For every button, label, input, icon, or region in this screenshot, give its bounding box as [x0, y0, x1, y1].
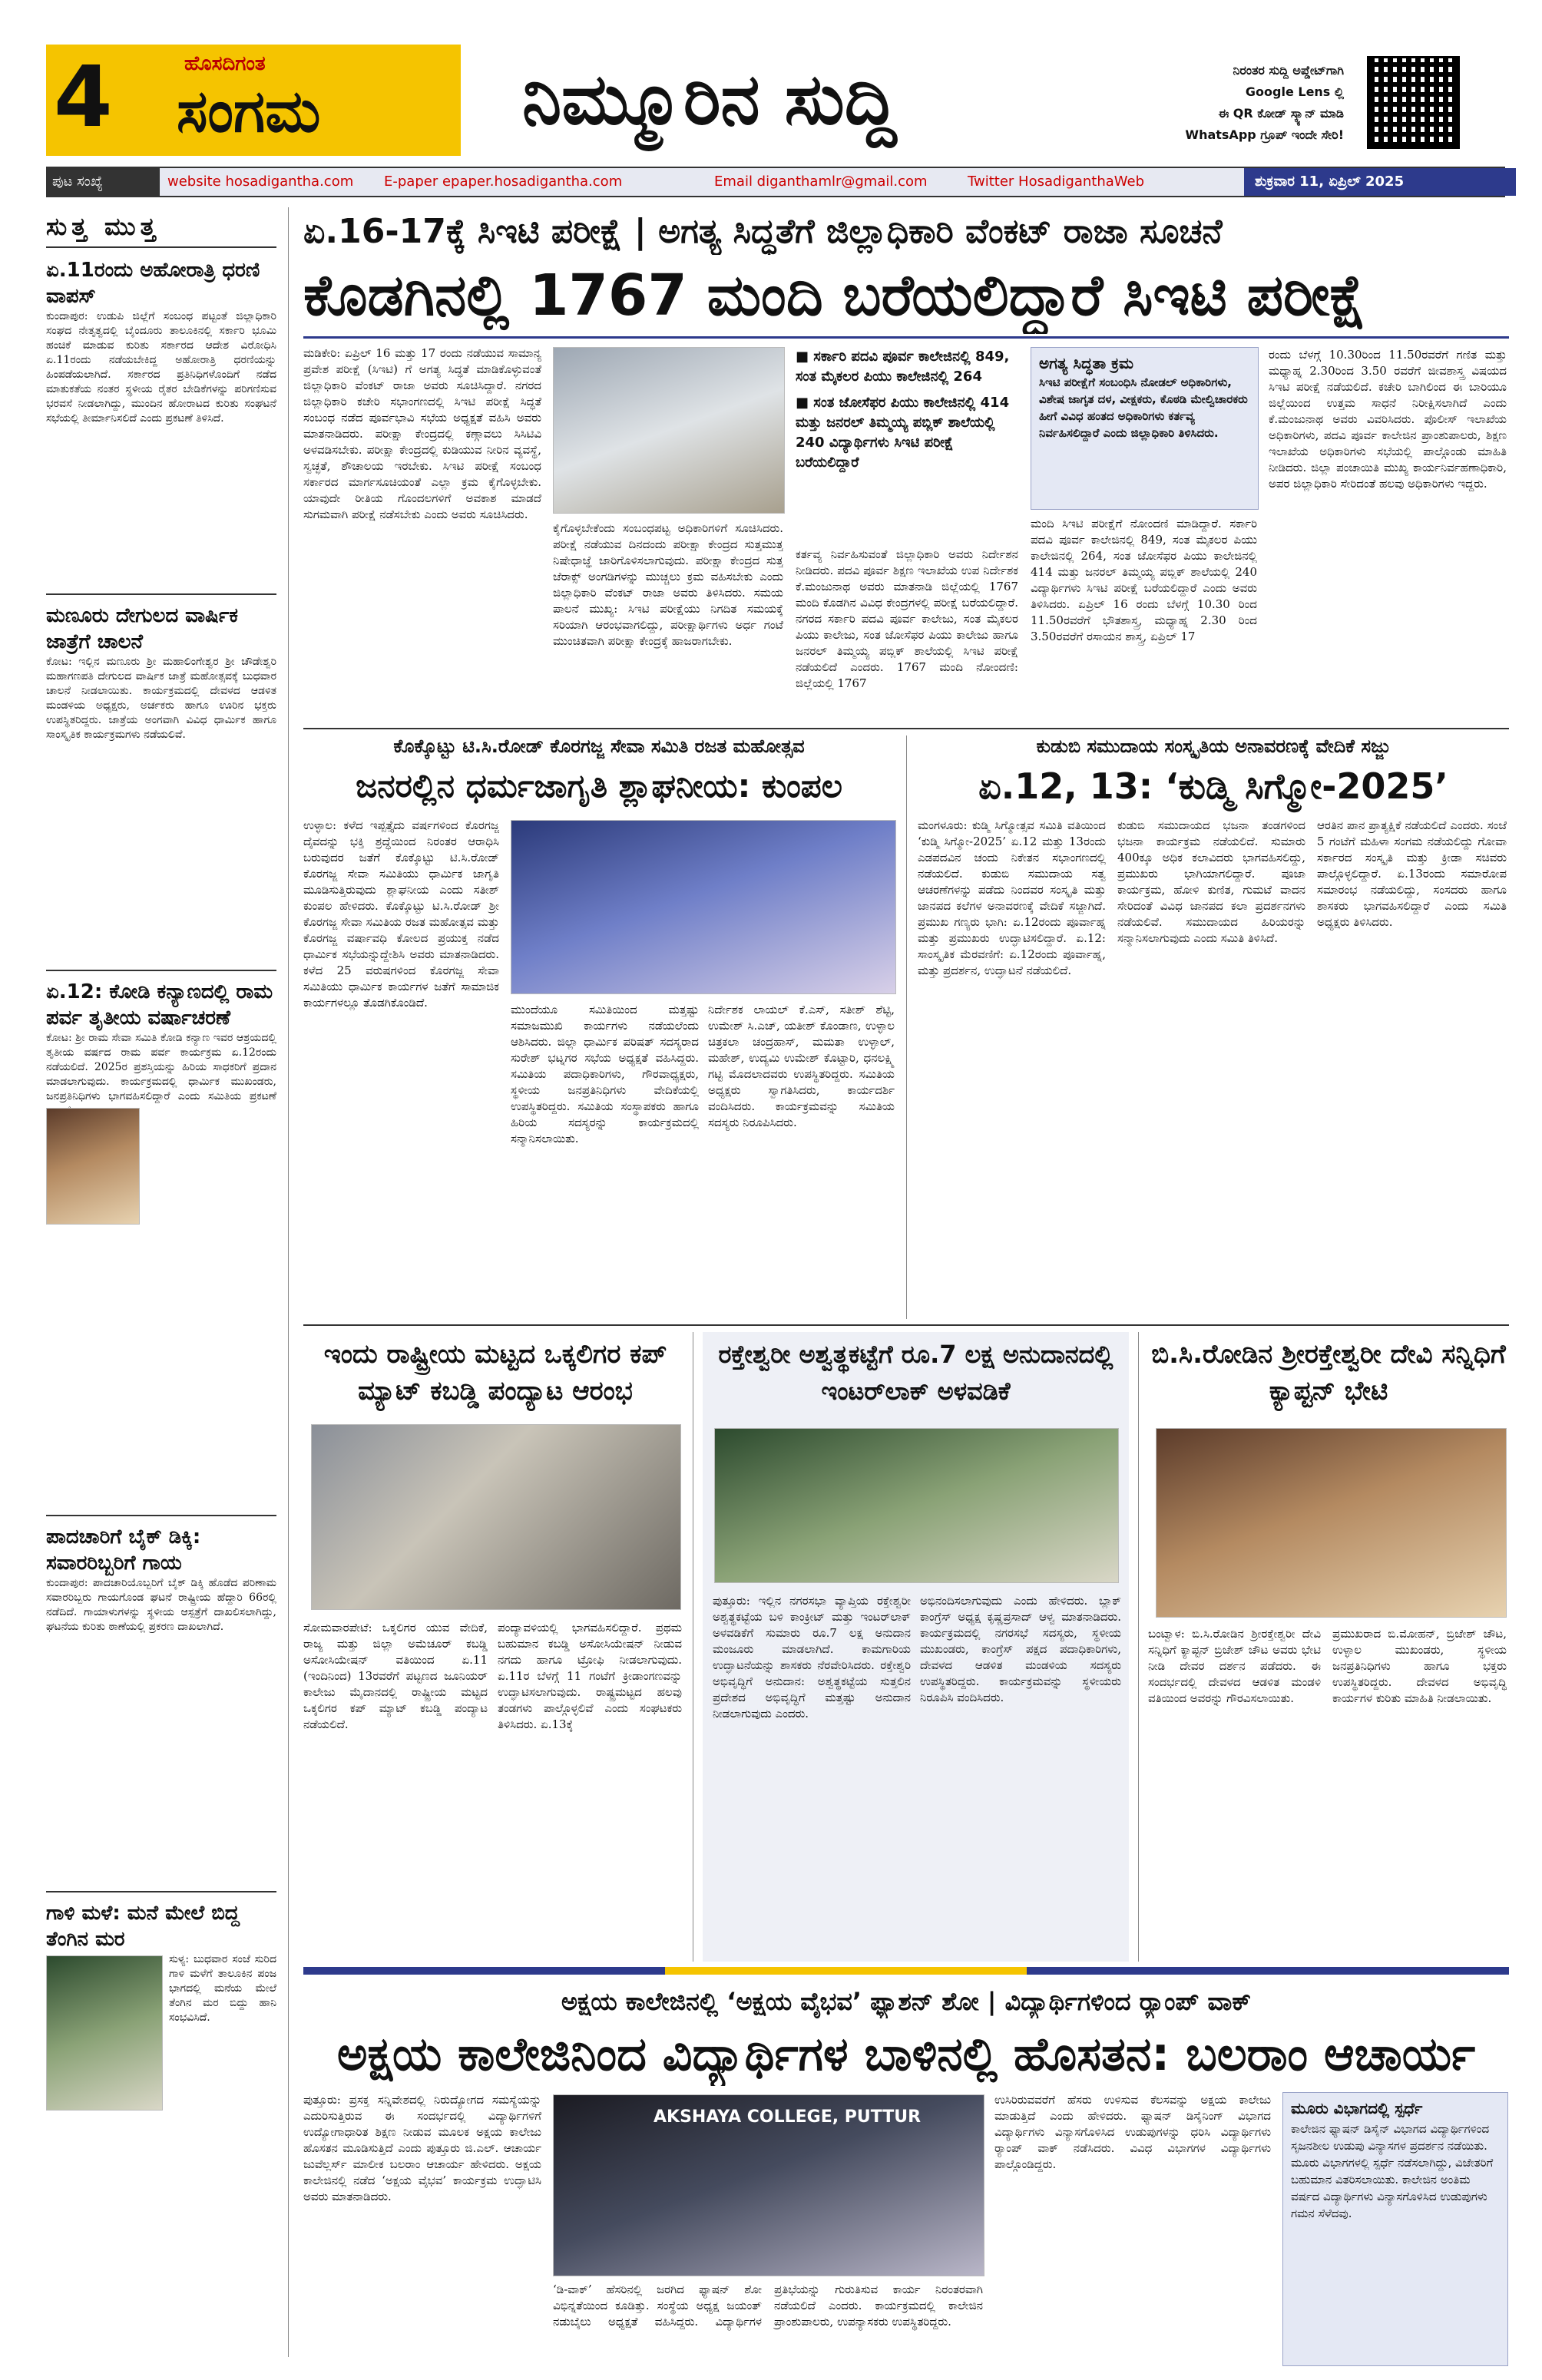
story3-column: ಕುಡುಬಿ ಸಮುದಾಯದ ಭಜನಾ ತಂಡಗಳಿಂದ ಭಜನಾ ಕಾರ್ಯಕ್ರಮ ನಡೆಯಲಿದೆ. ಸುಮಾರು 400ಕ್ಕೂ ಅಧಿಕ ಕಲಾವಿದರು ಭಾಗವಹಿಸಲಿದ್ದು, ಪ್ರಮುಖರು ಭಾಗಿಯಾಗಲಿದ್ದಾರೆ. ಪೂಜಾ ಕಾರ್ಯಕ್ರಮ, ಹೋಳಿ ಕುಣಿತ, ಗುಮಟೆ ವಾದನ ಸೇರಿದಂತೆ ವಿವಿಧ ಜಾನಪದ ಕಲಾ ಪ್ರದರ್ಶನಗಳು ನಡೆಯಲಿವೆ. ಸಮುದಾಯದ ಹಿರಿಯರನ್ನು ಸನ್ಮಾನಿಸಲಾಗುವುದು ಎಂದು ಸಮಿತಿ ತಿಳಿಸಿದೆ.: [1117, 818, 1305, 945]
story4-column: ಸೋಮವಾರಪೇಟೆ: ಒಕ್ಕಲಿಗರ ಯುವ ವೇದಿಕೆ, ರಾಜ್ಯ ಮತ್ತು ಜಿಲ್ಲಾ ಅಮೆಚೂರ್ ಕಬಡ್ಡಿ ಅಸೋಸಿಯೇಷನ್ ವತಿಯಿಂದ ಏ.11 (ಇಂದಿನಿಂದ) 13ರವರೆಗೆ ಪಟ್ಟಣದ ಜೂನಿಯರ್ ಕಾಲೇಜು ಮೈದಾನದಲ್ಲಿ ರಾಷ್ಟ್ರೀಯ ಮಟ್ಟದ ಒಕ್ಕಲಿಗರ ಕಪ್ ಮ್ಯಾಟ್ ಕಬಡ್ಡಿ ಪಂದ್ಯಾಟ ನಡೆಯಲಿದೆ.: [303, 1621, 488, 1731]
masthead-title: ನಿಮ್ಮೂರಿನ ಸುದ್ದಿ: [522, 58, 897, 140]
lead-box-title: ಅಗತ್ಯ ಸಿದ್ಧತಾ ಕ್ರಮ: [1039, 354, 1133, 372]
sidebar-divider: [288, 207, 289, 2357]
story2-column: ಮುಂದೆಯೂ ಸಮಿತಿಯಿಂದ ಮತ್ತಷ್ಟು ಸಮಾಜಮುಖಿ ಕಾರ್ಯಗಳು ನಡೆಯಲೆಂದು ಆಶಿಸಿದರು. ಜಿಲ್ಲಾ ಧಾರ್ಮಿಕ ಪರಿಷತ್ ಸದಸ್ಯರಾದ ಸುರೇಶ್ ಭಟ್ನಗರ ಸಭೆಯ ಅಧ್ಯಕ್ಷತೆ ವಹಿಸಿದ್ದರು. ಸಮಿತಿಯ ಪದಾಧಿಕಾರಿಗಳು, ಗೌರವಾಧ್ಯಕ್ಷರು, ಸ್ಥಳೀಯ ಜನಪ್ರತಿನಿಧಿಗಳು ವೇದಿಕೆಯಲ್ಲಿ ಉಪಸ್ಥಿತರಿದ್ದರು. ಸಮಿತಿಯ ಸಂಸ್ಥಾಪಕರು ಹಾಗೂ ಹಿರಿಯ ಸದಸ್ಯರನ್ನು ಕಾರ್ಯಕ್ರಮದಲ್ಲಿ ಸನ್ಮಾನಿಸಲಾಯಿತು.: [511, 1003, 699, 1145]
sidebar-portrait: [46, 1108, 140, 1225]
story2-column: ನಿರ್ದೇಶಕ ಲಾಯಲ್ ಕೆ.ಎಸ್, ಸತೀಶ್ ಶೆಟ್ಟಿ, ಉಮೇಶ್ ಸಿ.ಎಚ್, ಯತೀಶ್ ಕೊಂಡಾಣ, ಉಳ್ಳಾಲ ಚಿತ್ರಕಲಾ ಚಂದ್ರಹಾಸ್, ಮಮತಾ ಉಳ್ಳಾಲ್, ಮಹೇಶ್, ಉದ್ಯಮಿ ಉಮೇಶ್ ಕೊಟ್ಟಾರಿ, ಧನಲಕ್ಷ್ಮಿ ಗಟ್ಟಿ ಮೊದಲಾದವರು ಉಪಸ್ಥಿತರಿದ್ದರು. ಸಮಿತಿಯ ಅಧ್ಯಕ್ಷರು ಸ್ವಾಗತಿಸಿದರು, ಕಾರ್ಯದರ್ಶಿ ವಂದಿಸಿದರು. ಕಾರ್ಯಕ್ರಮವನ್ನು ಸಮಿತಿಯ ಸದಸ್ಯರು ನಿರೂಪಿಸಿದರು.: [708, 1003, 895, 1129]
lead-column: ಮಡಿಕೇರಿ: ಏಪ್ರಿಲ್ 16 ಮತ್ತು 17 ರಂದು ನಡೆಯುವ ಸಾಮಾನ್ಯ ಪ್ರವೇಶ ಪರೀಕ್ಷೆ (ಸಿಇಟಿ) ಗೆ ಅಗತ್ಯ ಸಿದ್ಧತೆ ಮಾಡಿಕೊಳ್ಳುವಂತೆ ಜಿಲ್ಲಾಧಿಕಾರಿ ವೆಂಕಟ್ ರಾಜಾ ಅವರು ಸೂಚಿಸಿದ್ದಾರೆ. ನಗರದ ಜಿಲ್ಲಾಧಿಕಾರಿ ಕಚೇರಿ ಸಭಾಂಗಣದಲ್ಲಿ ಸಿಇಟಿ ಪರೀಕ್ಷೆ ಸಿದ್ಧತೆ ಸಂಬಂಧ ನಡೆದ ಪೂರ್ವಭಾವಿ ಸಭೆಯ ಅಧ್ಯಕ್ಷತೆ ವಹಿಸಿ ಅವರು ಮಾತನಾಡಿದರು. ಪರೀಕ್ಷಾ ಕೇಂದ್ರದಲ್ಲಿ ಕಣ್ಗಾವಲು ಸಿಸಿಟಿವಿ ಅಳವಡಿಸಬೇಕು. ಪರೀಕ್ಷಾ ಕೇಂದ್ರದಲ್ಲಿ ಕುಡಿಯುವ ನೀರಿನ ವ್ಯವಸ್ಥೆ, ಸ್ವಚ್ಛತೆ, ಶೌಚಾಲಯ ಇರಬೇಕು. ಸಿಇಟಿ ಪರೀಕ್ಷೆ ಸಂಬಂಧ ಸರ್ಕಾರದ ಮಾರ್ಗಸೂಚಿಯಂತೆ ಎಲ್ಲಾ ಕ್ರಮ ಕೈಗೊಳ್ಳಬೇಕು. ಯಾವುದೇ ರೀತಿಯ ಗೊಂದಲಗಳಿಗೆ ಅವಕಾಶ ಮಾಡದೆ ಸುಗಮವಾಗಿ ಪರೀಕ್ಷೆ ನಡೆಸಬೇಕು ಎಂದು ಅವರು ಸೂಚಿಸಿದರು.: [303, 346, 541, 521]
info-strip: [46, 167, 1505, 197]
photo-banner-text: AKSHAYA COLLEGE, PUTTUR: [654, 2107, 922, 2127]
sidebar-item-text: ಕೋಟ: ಇಲ್ಲಿನ ಮಣೂರು ಶ್ರೀ ಮಹಾಲಿಂಗೇಶ್ವರ ಶ್ರೀ ಚೌಡೇಶ್ವರಿ ಮಹಾಗಣಪತಿ ದೇಗುಲದ ವಾರ್ಷಿಕ ಜಾತ್ರೆ ಮಹೋತ್ಸವಕ್ಕೆ ಬುಧವಾರ ಚಾಲನೆ ನೀಡಲಾಯಿತು. ಕಾರ್ಯಕ್ರಮದಲ್ಲಿ ದೇವಳದ ಆಡಳಿತ ಮಂಡಳಿಯ ಅಧ್ಯಕ್ಷರು, ಅರ್ಚಕರು ಹಾಗೂ ಊರಿನ ಭಕ್ತರು ಉಪಸ್ಥಿತರಿದ್ದರು. ಜಾತ್ರೆಯ ಅಂಗವಾಗಿ ವಿವಿಧ ಧಾರ್ಮಿಕ ಹಾಗೂ ಸಾಂಸ್ಕೃತಿಕ ಕಾರ್ಯಕ್ರಮಗಳು ನಡೆಯಲಿವೆ.: [46, 656, 276, 741]
section-divider: [303, 728, 1509, 729]
sidebar-item-title: ಮಣೂರು ದೇಗುಲದ ವಾರ್ಷಿಕ ಜಾತ್ರೆಗೆ ಚಾಲನೆ: [46, 604, 238, 653]
story7-column: ಉಸಿರಿರುವವರೆಗೆ ಹೆಸರು ಉಳಿಸುವ ಕೆಲಸವನ್ನು ಅಕ್ಷಯ ಕಾಲೇಜು ಮಾಡುತ್ತಿದೆ ಎಂದು ಹೇಳಿದರು. ಫ್ಯಾಷನ್ ಡಿಸೈನಿಂಗ್ ವಿಭಾಗದ ವಿದ್ಯಾರ್ಥಿಗಳು ವಿನ್ಯಾಸಗೊಳಿಸಿದ ಉಡುಪುಗಳನ್ನು ಧರಿಸಿ ವಿದ್ಯಾರ್ಥಿಗಳು ರ್‍ಯಾಂಪ್ ವಾಕ್ ನಡೆಸಿದರು. ವಿವಿಧ ವಿಭಾಗಗಳ ವಿದ್ಯಾರ್ಥಿಗಳು ಪಾಲ್ಗೊಂಡಿದ್ದರು.: [994, 2093, 1271, 2171]
sidebar-item-title: ಏ.11ರಂದು ಅಹೋರಾತ್ರಿ ಧರಣಿ ವಾಪಸ್: [46, 259, 260, 308]
masthead: [46, 45, 1505, 171]
qr-line: WhatsApp ಗ್ರೂಪ್ ಇಂದೇ ಸೇರಿ!: [1185, 127, 1344, 142]
sidebar-item: [46, 979, 276, 1507]
twitter-link[interactable]: Twitter HosadiganthaWeb: [968, 174, 1145, 190]
lead-column: ಮಂದಿ ಸಿಇಟಿ ಪರೀಕ್ಷೆಗೆ ನೋಂದಣಿ ಮಾಡಿದ್ದಾರೆ. ಸರ್ಕಾರಿ ಪದವಿ ಪೂರ್ವ ಕಾಲೇಜಿನಲ್ಲಿ 849, ಸಂತ ಮೈಕಲರ ಪಿಯು ಕಾಲೇಜಿನಲ್ಲಿ 264, ಸಂತ ಜೋಸೆಫರ ಪಿಯು ಕಾಲೇಜಿನಲ್ಲಿ 414 ಮತ್ತು ಜನರಲ್ ತಿಮ್ಮಯ್ಯ ಪಬ್ಲಿಕ್ ಶಾಲೆಯಲ್ಲಿ 240 ವಿದ್ಯಾರ್ಥಿಗಳು ಸಿಇಟಿ ಪರೀಕ್ಷೆ ಬರೆಯಲಿದ್ದಾರೆ ಎಂದು ಅವರು ತಿಳಿಸಿದರು. ಏಪ್ರಿಲ್ 16 ರಂದು ಬೆಳಗ್ಗೆ 10.30 ರಿಂದ 11.50ರವರೆಗೆ ಭೌತಶಾಸ್ತ್ರ, ಮಧ್ಯಾಹ್ನ 2.30 ರಿಂದ 3.50ರವರೆಗೆ ರಸಾಯನ ಶಾಸ್ತ್ರ, ಏಪ್ರಿಲ್ 17: [1031, 517, 1257, 643]
lead-headline: ಕೊಡಗಿನಲ್ಲಿ 1767 ಮಂದಿ ಬರೆಯಲಿದ್ದಾರೆ ಸಿಇಟಿ ಪರೀಕ್ಷೆ: [303, 263, 1367, 329]
sidebar-heading: ಸುತ್ತ ಮುತ್ತ: [46, 207, 276, 248]
strip-label: ಪುಟ ಸಂಖ್ಯೆ: [46, 168, 160, 196]
story7-box-text: ಕಾಲೇಜಿನ ಫ್ಯಾಷನ್ ಡಿಸೈನ್ ವಿಭಾಗದ ವಿದ್ಯಾರ್ಥಿಗಳಿಂದ ಸೃಜನಶೀಲ ಉಡುಪು ವಿನ್ಯಾಸಗಳ ಪ್ರದರ್ಶನ ನಡೆಯಿತು. ಮೂರು ವಿಭಾಗಗಳಲ್ಲಿ ಸ್ಪರ್ಧೆ ನಡೆಸಲಾಗಿದ್ದು, ವಿಜೇತರಿಗೆ ಬಹುಮಾನ ವಿತರಿಸಲಾಯಿತು. ಕಾಲೇಜಿನ ಅಂತಿಮ ವರ್ಷದ ವಿದ್ಯಾರ್ಥಿಗಳು ವಿನ್ಯಾಸಗೊಳಿಸಿದ ಉಡುಪುಗಳು ಗಮನ ಸೆಳೆದವು.: [1291, 2122, 1494, 2220]
story7-column: ಪುತ್ತೂರು: ಪ್ರಸಕ್ತ ಸನ್ನಿವೇಶದಲ್ಲಿ ನಿರುದ್ಯೋಗದ ಸಮಸ್ಯೆಯನ್ನು ಎದುರಿಸುತ್ತಿರುವ ಈ ಸಂದರ್ಭದಲ್ಲಿ ವಿದ್ಯಾರ್ಥಿಗಳಿಗೆ ಉದ್ಯೋಗಾಧಾರಿತ ಶಿಕ್ಷಣ ನೀಡುವ ಮೂಲಕ ಅಕ್ಷಯ ಕಾಲೇಜು ಹೊಸತನ ಮೂಡಿಸುತ್ತಿದೆ ಎಂದು ಪುತ್ತೂರು ಜಿ.ಎಲ್. ಆಚಾರ್ಯ ಜುವೆಲ್ಲರ್ಸ್ ಮಾಲೀಕ ಬಲರಾಂ ಆಚಾರ್ಯ ಹೇಳಿದರು. ಅಕ್ಷಯ ಕಾಲೇಜಿನಲ್ಲಿ ನಡೆದ ‘ಅಕ್ಷಯ ವೈಭವ’ ಕಾರ್ಯಕ್ರಮ ಉದ್ಘಾಟಿಸಿ ಅವರು ಮಾತನಾಡಿದರು.: [303, 2093, 541, 2203]
lead-photo-collector: [553, 347, 785, 514]
sidebar-item: [46, 257, 276, 586]
story2-column: ಉಳ್ಳಾಲ: ಕಳೆದ ಇಪ್ಪತ್ತೈದು ವರ್ಷಗಳಿಂದ ಕೊರಗಜ್ಜ ದೈವದನ್ನು ಭಕ್ತಿ ಶ್ರದ್ಧೆಯಿಂದ ನಿರಂತರ ಆರಾಧಿಸಿ ಬರುವುದರ ಜತೆಗೆ ಕೊಕ್ಕೊಟ್ಟು ಟಿ.ಸಿ.ರೋಡ್ ಕೊರಗಜ್ಜ ಸೇವಾ ಸಮಿತಿಯು ಧಾರ್ಮಿಕ ಜಾಗೃತಿ ಮೂಡಿಸುತ್ತಿರುವುದು ಶ್ಲಾಘನೀಯ ಎಂದು ಸತೀಶ್ ಕುಂಪಲ ಹೇಳಿದರು. ಕೊಕ್ಕೊಟ್ಟು ಟಿ.ಸಿ.ರೋಡ್ ಶ್ರೀ ಕೊರಗಜ್ಜ ಸೇವಾ ಸಮಿತಿಯ ರಜತ ಮಹೋತ್ಸವ ಮತ್ತು ಕೊರಗಜ್ಜ ವರ್ಷಾವಧಿ ಕೋಲದ ಪ್ರಯುಕ್ತ ನಡೆದ ಧಾರ್ಮಿಕ ಸಭೆಯನ್ನುದ್ದೇಶಿಸಿ ಅವರು ಮಾತನಾಡಿದರು. ಕಳೆದ 25 ವರುಷಗಳಿಂದ ಕೊರಗಜ್ಜ ಸೇವಾ ಸಮಿತಿಯು ಧಾರ್ಮಿಕ ಕಾರ್ಯಗಳ ಜತೆಗೆ ಸಾಮಾಜಿಕ ಕಾರ್ಯಗಳಲ್ಲೂ ತೊಡಗಿಕೊಂಡಿದೆ.: [303, 818, 499, 1010]
lead-box-text: ಸಿಇಟಿ ಪರೀಕ್ಷೆಗೆ ಸಂಬಂಧಿಸಿ ನೋಡಲ್ ಅಧಿಕಾರಿಗಳು, ವಿಶೇಷ ಜಾಗೃತ ದಳ, ವೀಕ್ಷಕರು, ಕೊಠಡಿ ಮೇಲ್ವಿಚಾರಕರು ಹೀಗೆ ವಿವಿಧ ಹಂತದ ಅಧಿಕಾರಿಗಳು ಕರ್ತವ್ಯ ನಿರ್ವಹಿಸಲಿದ್ದಾರೆ ಎಂದು ಜಿಲ್ಲಾಧಿಕಾರಿ ತಿಳಿಸಿದರು.: [1039, 375, 1248, 440]
lead-column: ರಂದು ಬೆಳಗ್ಗೆ 10.30ರಿಂದ 11.50ರವರೆಗೆ ಗಣಿತ ಮತ್ತು ಮಧ್ಯಾಹ್ನ 2.30ರಿಂದ 3.50 ರವರೆಗೆ ಜೀವಶಾಸ್ತ್ರ ವಿಷಯದ ಸಿಇಟಿ ಪರೀಕ್ಷೆ ನಡೆಯಲಿದೆ. ಕಚೇರಿ ಬಾಗಿಲಿಂದ ಈ ಬಾರಿಯೂ ಜಿಲ್ಲೆಯಿಂದ ಉತ್ತಮ ಸಾಧನೆ ನಿರೀಕ್ಷಿಸಲಾಗಿದೆ ಎಂದು ಕೆ.ಮಂಜುನಾಥ ಅವರು ವಿವರಿಸಿದರು. ಪೊಲೀಸ್ ಇಲಾಖೆಯ ಅಧಿಕಾರಿಗಳು, ಪದವಿ ಪೂರ್ವ ಕಾಲೇಜಿನ ಪ್ರಾಂಶುಪಾಲರು, ಶಿಕ್ಷಣ ಇಲಾಖೆಯ ಅಧಿಕಾರಿಗಳು ಸಭೆಯಲ್ಲಿ ಪಾಲ್ಗೊಂಡು ಮಾಹಿತಿ ನೀಡಿದರು. ಜಿಲ್ಲಾ ಪಂಚಾಯಿತಿ ಮುಖ್ಯ ಕಾರ್ಯನಿರ್ವಹಣಾಧಿಕಾರಿ, ಅಪರ ಜಿಲ್ಲಾಧಿಕಾರಿ ಸೇರಿದಂತೆ ಹಲವು ಅಧಿಕಾರಿಗಳು ಇದ್ದರು.: [1269, 348, 1507, 491]
sidebar-item-title: ಪಾದಚಾರಿಗೆ ಬೈಕ್ ಡಿಕ್ಕಿ: ಸವಾರರಿಬ್ಬರಿಗೆ ಗಾಯ: [46, 1526, 201, 1575]
story3-column: ಮಂಗಳೂರು: ಕುಡ್ಮಿ ಸಿಗ್ಮೋತ್ಸವ ಸಮಿತಿ ವತಿಯಿಂದ ‘ಕುಡ್ಮಿ ಸಿಗ್ಮೋ-2025’ ಏ.12 ಮತ್ತು 13ರಂದು ಎಡಪದವಿನ ಚಂದು ನಿಕೇತನ ಸಭಾಂಗಣದಲ್ಲಿ ನಡೆಯಲಿದೆ. ಕುಡುಬಿ ಸಮುದಾಯ ಸತ್ವ ಆಚರಣೆಗಳನ್ನು ಪಡೆದು ನಿಂದವರ ಸಂಸ್ಕೃತಿ ಮತ್ತು ಜಾನಪದ ಕಲೆಗಳ ಅನಾವರಣಕ್ಕೆ ವೇದಿಕೆ ಸಜ್ಜಾಗಿದೆ. ಪ್ರಮುಖ ಗಣ್ಯರು ಭಾಗಿ: ಏ.12ರಂದು ಪೂರ್ವಾಹ್ನ ಮತ್ತು ಪ್ರಮುಖರು ಉದ್ಘಾಟಿಸಲಿದ್ದಾರೆ. ಏ.12: ಸಾಂಸ್ಕೃತಿಕ ಮೆರವಣಿಗೆ: ಏ.12ರಂದು ಪೂರ್ವಾಹ್ನ, ಮತ್ತು ಪ್ರದರ್ಶನ, ಉದ್ಘಾಟನೆ ನಡೆಯಲಿದೆ.: [918, 818, 1106, 977]
qr-code-icon[interactable]: [1367, 56, 1460, 149]
story3-headline: ಏ.12, 13: ‘ಕುಡ್ಮಿ ಸಿಗ್ಮೋ-2025’: [978, 765, 1448, 807]
qr-line: Google Lens ಲ್ಲಿ: [1245, 84, 1344, 99]
story5-column: ಅಭಿನಂದಿಸಲಾಗುವುದು ಎಂದು ಹೇಳಿದರು. ಬ್ಲಾಕ್ ಕಾಂಗ್ರೆಸ್ ಅಧ್ಯಕ್ಷ ಕೃಷ್ಣಪ್ರಸಾದ್ ಆಳ್ವ ಮಾತನಾಡಿದರು. ಕಾರ್ಯಕ್ರಮದಲ್ಲಿ ನಗರಸಭೆ ಸದಸ್ಯರು, ಸ್ಥಳೀಯ ಮುಖಂಡರು, ಕಾಂಗ್ರೆಸ್ ಪಕ್ಷದ ಪದಾಧಿಕಾರಿಗಳು, ದೇವಳದ ಆಡಳಿತ ಮಂಡಳಿಯ ಸದಸ್ಯರು ಉಪಸ್ಥಿತರಿದ್ದರು. ಕಾರ್ಯಕ್ರಮವನ್ನು ಸ್ಥಳೀಯರು ನಿರೂಪಿಸಿ ವಂದಿಸಿದರು.: [920, 1594, 1121, 1704]
qr-line: ನಿರಂತರ ಸುದ್ದಿ ಅಪ್ಡೇಟ್‌ಗಾಗಿ: [1233, 63, 1344, 78]
sidebar-item-text: ಕುಂದಾಪುರ: ಪಾದಚಾರಿಯೊಬ್ಬರಿಗೆ ಬೈಕ್ ಡಿಕ್ಕಿ ಹೊಡೆದ ಪರಿಣಾಮ ಸವಾರರಿಬ್ಬರು ಗಾಯಗೊಂಡ ಘಟನೆ ರಾಷ್ಟ್ರೀಯ ಹೆದ್ದಾರಿ 66ರಲ್ಲಿ ನಡೆದಿದೆ. ಗಾಯಾಳುಗಳನ್ನು ಸ್ಥಳೀಯ ಆಸ್ಪತ್ರೆಗೆ ದಾಖಲಿಸಲಾಗಿದ್ದು, ಘಟನೆಯ ಕುರಿತು ಠಾಣೆಯಲ್ಲಿ ಪ್ರಕರಣ ದಾಖಲಾಗಿದೆ.: [46, 1577, 276, 1633]
sidebar-item-text: ಕುಂದಾಪುರ: ಉಡುಪಿ ಜಿಲ್ಲೆಗೆ ಸಂಬಂಧ ಪಟ್ಟಂತೆ ಜಿಲ್ಲಾಧಿಕಾರಿ ಸಂಘದ ನೇತೃತ್ವದಲ್ಲಿ ಬೈಂದೂರು ತಾಲೂಕಿನಲ್ಲಿ ಸರ್ಕಾರಿ ಭೂಮಿ ಹಂಚಿಕೆ ಮಾಡುವ ಕುರಿತು ಸರ್ಕಾರದ ಆದೇಶ ವಿರೋಧಿಸಿ ಏ.11ರಂದು ನಡೆಯಬೇಕಿದ್ದ ಅಹೋರಾತ್ರಿ ಧರಣಿಯನ್ನು ಹಿಂಪಡೆಯಲಾಗಿದೆ. ಸರ್ಕಾರದ ಪ್ರತಿನಿಧಿಗಳೊಂದಿಗೆ ನಡೆದ ಮಾತುಕತೆಯ ನಂತರ ಸ್ಥಳೀಯ ರೈತರ ಬೇಡಿಕೆಗಳನ್ನು ಪರಿಗಣಿಸುವ ಭರವಸೆ ನೀಡಲಾಗಿದ್ದು, ಮುಂದಿನ ಹೋರಾಟದ ಕುರಿತು ಸಂಘಟನೆ ಸಭೆಯಲ್ಲಿ ತೀರ್ಮಾನಿಸಲಿದೆ ಎಂದು ಪ್ರಕಟಣೆ ತಿಳಿಸಿದೆ.: [46, 310, 276, 425]
story4-headline: ಇಂದು ರಾಷ್ಟ್ರೀಯ ಮಟ್ಟದ ಒಕ್ಕಲಿಗರ ಕಪ್ ಮ್ಯಾಟ್ ಕಬಡ್ಡಿ ಪಂದ್ಯಾಟ ಆರಂಭ: [323, 1339, 667, 1407]
lead-column: ಕೈಗೊಳ್ಳಬೇಕೆಂದು ಸಂಬಂಧಪಟ್ಟ ಅಧಿಕಾರಿಗಳಿಗೆ ಸೂಚಿಸಿದರು. ಪರೀಕ್ಷೆ ನಡೆಯುವ ದಿನದಂದು ಪರೀಕ್ಷಾ ಕೇಂದ್ರದ ಸುತ್ತಮುತ್ತ ನಿಷೇಧಾಜ್ಞೆ ಜಾರಿಗೊಳಿಸಲಾಗುವುದು. ಪರೀಕ್ಷಾ ಕೇಂದ್ರದ ಸುತ್ತ ಜೆರಾಕ್ಸ್ ಅಂಗಡಿಗಳನ್ನು ಮುಚ್ಚಲು ಕ್ರಮ ವಹಿಸಬೇಕು ಎಂದು ಜಿಲ್ಲಾಧಿಕಾರಿ ವೆಂಕಟ್ ರಾಜಾ ಅವರು ತಿಳಿಸಿದರು. ಸಮಯ ಪಾಲನೆ ಮುಖ್ಯ: ಸಿಇಟಿ ಪರೀಕ್ಷೆಯು ನಿಗದಿತ ಸಮಯಕ್ಕೆ ಸರಿಯಾಗಿ ಆರಂಭವಾಗಲಿದ್ದು, ಪರೀಕ್ಷಾರ್ಥಿಗಳು ಅರ್ಧ ಗಂಟೆ ಮುಂಚಿತವಾಗಿ ಪರೀಕ್ಷಾ ಕೇಂದ್ರಕ್ಕೆ ಹಾಜರಾಗಬೇಕು.: [553, 521, 783, 648]
story2-photo-stage: [511, 820, 896, 994]
story4-photo-ground: [311, 1424, 681, 1610]
section-divider: [303, 1324, 1509, 1326]
story4-column: ಪಂದ್ಯಾವಳಿಯಲ್ಲಿ ಭಾಗವಹಿಸಲಿದ್ದಾರೆ. ಪ್ರಥಮ ಬಹುಮಾನ ಕಬಡ್ಡಿ ಅಸೋಸಿಯೇಷನ್ ನೀಡುವ ನಗದು ಹಾಗೂ ಟ್ರೋಫಿ ನೀಡಲಾಗುವುದು. ಏ.11ರ ಬೆಳಗ್ಗೆ 11 ಗಂಟೆಗೆ ಕ್ರೀಡಾಂಗಣವನ್ನು ಉದ್ಘಾಟಿಸಲಾಗುವುದು. ರಾಷ್ಟ್ರಮಟ್ಟದ ಹಲವು ತಂಡಗಳು ಪಾಲ್ಗೊಳ್ಳಲಿವೆ ಎಂದು ಸಂಘಟಕರು ತಿಳಿಸಿದರು. ಏ.13ಕ್ಕೆ: [498, 1621, 682, 1731]
color-bar: [303, 1967, 1509, 1975]
lead-kicker: ಏ.16-17ಕ್ಕೆ ಸಿಇಟಿ ಪರೀಕ್ಷೆ | ಅಗತ್ಯ ಸಿದ್ಧತೆಗೆ ಜಿಲ್ಲಾಧಿಕಾರಿ ವೆಂಕಟ್ ರಾಜಾ ಸೂಚನೆ: [303, 212, 1223, 251]
lead-highlight-item: ■ ಸರ್ಕಾರಿ ಪದವಿ ಪೂರ್ವ ಕಾಲೇಜಿನಲ್ಲಿ 849, ಸಂತ ಮೈಕಲರ ಪಿಯು ಕಾಲೇಜಿನಲ್ಲಿ 264: [796, 347, 1018, 387]
lead-headline-rule: [303, 336, 1509, 339]
story6-photo-temple: [1156, 1428, 1507, 1618]
story3-column: ಆರತಿನ ಪಾನ ಪ್ರಾತ್ಯಕ್ಷಿಕೆ ನಡೆಯಲಿದೆ ಎಂದರು. ಸಂಜೆ 5 ಗಂಟೆಗೆ ಮಹಿಳಾ ಸಂಗಮ ನಡೆಯಲಿದ್ದು ಗೋವಾ ಸರ್ಕಾರದ ಸಂಸ್ಕೃತಿ ಮತ್ತು ಕ್ರೀಡಾ ಸಚಿವರು ಪಾಲ್ಗೊಳ್ಳಲಿದ್ದಾರೆ. ಏ.13ರಂದು ಸಮಾರೋಪ ಸಮಾರಂಭ ನಡೆಯಲಿದ್ದು, ಸಂಸದರು ಹಾಗೂ ಶಾಸಕರು ಭಾಗವಹಿಸಲಿದ್ದಾರೆ ಎಂದು ಸಮಿತಿ ಅಧ್ಯಕ್ಷರು ತಿಳಿಸಿದರು.: [1317, 818, 1507, 929]
qr-caption: [1113, 60, 1344, 146]
lead-highlight-item: ■ ಸಂತ ಜೋಸೆಫರ ಪಿಯು ಕಾಲೇಜಿನಲ್ಲಿ 414 ಮತ್ತು ಜನರಲ್ ತಿಮ್ಮಯ್ಯ ಪಬ್ಲಿಕ್ ಶಾಲೆಯಲ್ಲಿ 240 ವಿದ್ಯಾರ್ಥಿಗಳು ಸಿಇಟಿ ಪರೀಕ್ಷೆ ಬರೆಯಲಿದ್ದಾರೆ: [796, 393, 1018, 473]
column-divider: [1138, 1332, 1139, 1962]
story2-kicker: ಕೊಕ್ಕೊಟ್ಟು ಟಿ.ಸಿ.ರೋಡ್ ಕೊರಗಜ್ಜ ಸೇವಾ ಸಮಿತಿ ರಜತ ಮಹೋತ್ಸವ: [393, 735, 805, 757]
sidebar-item-title: ಗಾಳಿ ಮಳೆ: ಮನೆ ಮೇಲೆ ಬಿದ್ದ ತೆಂಗಿನ ಮರ: [46, 1902, 240, 1951]
sidebar-item-text: ಸುಳ್ಯ: ಬುಧವಾರ ಸಂಜೆ ಸುರಿದ ಗಾಳಿ ಮಳೆಗೆ ತಾಲೂಕಿನ ಪಂಜ ಭಾಗದಲ್ಲಿ ಮನೆಯ ಮೇಲೆ ತೆಂಗಿನ ಮರ ಬಿದ್ದು ಹಾನಿ ಸಂಭವಿಸಿದೆ.: [169, 1953, 276, 2024]
sidebar-item-text: ಕೋಟ: ಶ್ರೀ ರಾಮ ಸೇವಾ ಸಮಿತಿ ಕೋಡಿ ಕನ್ಯಾಣ ಇವರ ಆಶ್ರಯದಲ್ಲಿ ತೃತೀಯ ವರ್ಷದ ರಾಮ ಪರ್ವ ಕಾರ್ಯಕ್ರಮ ಏ.12ರಂದು ನಡೆಯಲಿದೆ. 2025ರ ಪ್ರಶಸ್ತಿಯನ್ನು ಹಿರಿಯ ಸಾಧಕರಿಗೆ ಪ್ರದಾನ ಮಾಡಲಾಗುವುದು. ಕಾರ್ಯಕ್ರಮದಲ್ಲಿ ಧಾರ್ಮಿಕ ಮುಖಂಡರು, ಜನಪ್ರತಿನಿಧಿಗಳು ಭಾಗವಹಿಸಲಿದ್ದಾರೆ ಎಂದು ಸಮಿತಿಯ ಪ್ರಕಟಣೆ: [46, 1032, 276, 1102]
qr-line: ಈ QR ಕೋಡ್ ಸ್ಕ್ಯಾನ್ ಮಾಡಿ: [1218, 106, 1344, 121]
website-link[interactable]: website hosadigantha.com: [167, 174, 354, 190]
lead-side-box: [1031, 347, 1259, 510]
story7-kicker: ಅಕ್ಷಯ ಕಾಲೇಜಿನಲ್ಲಿ ‘ಅಕ್ಷಯ ವೈಭವ’ ಫ್ಯಾಶನ್ ಶೋ | ವಿದ್ಯಾರ್ಥಿಗಳಿಂದ ರ್‍ಯಾಂಪ್ ವಾಕ್: [561, 1987, 1252, 2016]
section-name: ಸಂಗಮ: [177, 77, 321, 145]
sidebar-item: [46, 1900, 276, 2025]
story7-photo-event: [553, 2094, 984, 2276]
story3-kicker: ಕುಡುಬಿ ಸಮುದಾಯ ಸಂಸ್ಕೃತಿಯ ಅನಾವರಣಕ್ಕೆ ವೇದಿಕೆ ಸಜ್ಜು: [1036, 735, 1391, 757]
page-number: 4: [54, 48, 113, 146]
story7-side-box: [1282, 2092, 1508, 2366]
sidebar-item: [46, 1524, 276, 1883]
story7-column: ‘ಡಿ-ವಾಕ್’ ಹೆಸರಿನಲ್ಲಿ ಜರಗಿದ ಫ್ಯಾಷನ್ ಶೋ ವಿಭಿನ್ನತೆಯಿಂದ ಕೂಡಿತ್ತು. ಸಂಸ್ಥೆಯ ಅಧ್ಯಕ್ಷ ಜಯಂತ್ ನಡುಬೈಲು ಅಧ್ಯಕ್ಷತೆ ವಹಿಸಿದ್ದರು. ವಿದ್ಯಾರ್ಥಿಗಳ ಪ್ರತಿಭೆಯನ್ನು ಗುರುತಿಸುವ ಕಾರ್ಯ ನಿರಂತರವಾಗಿ ನಡೆಯಲಿದೆ ಎಂದರು. ಕಾರ್ಯಕ್ರಮದಲ್ಲಿ ಕಾಲೇಜಿನ ಪ್ರಾಂಶುಪಾಲರು, ಉಪನ್ಯಾಸಕರು ಉಪಸ್ಥಿತರಿದ್ದರು.: [553, 2282, 983, 2329]
email-link[interactable]: Email diganthamlr@gmail.com: [714, 174, 928, 190]
column-divider: [906, 735, 907, 1319]
story7-box-title: ಮೂರು ವಿಭಾಗದಲ್ಲಿ ಸ್ಪರ್ಧೆ: [1291, 2099, 1423, 2117]
story5-photo-ceremony: [714, 1428, 1119, 1583]
sidebar-item: [46, 603, 276, 962]
story6-column: ಬಂಟ್ವಾಳ: ಬಿ.ಸಿ.ರೋಡಿನ ಶ್ರೀರಕ್ತೇಶ್ವರೀ ದೇವಿ ಸನ್ನಿಧಿಗೆ ಕ್ಯಾಪ್ಟನ್ ಬ್ರಿಜೇಶ್ ಚೌಟ ಅವರು ಭೇಟಿ ನೀಡಿ ದೇವರ ದರ್ಶನ ಪಡೆದರು. ಈ ಸಂದರ್ಭದಲ್ಲಿ ದೇವಳದ ಆಡಳಿತ ಮಂಡಳಿ ವತಿಯಿಂದ ಅವರನ್ನು ಗೌರವಿಸಲಾಯಿತು.: [1148, 1627, 1321, 1705]
story7-headline: ಅಕ್ಷಯ ಕಾಲೇಜಿನಿಂದ ವಿದ್ಯಾರ್ಥಿಗಳ ಬಾಳಿನಲ್ಲಿ ಹೊಸತನ: ಬಲರಾಂ ಆಚಾರ್ಯ: [336, 2028, 1476, 2081]
lead-highlights: [796, 347, 1018, 479]
story6-column: ಪ್ರಮುಖರಾದ ಬಿ.ಮೋಹನ್, ಬ್ರಿಜೇಶ್ ಚೌಟ, ಉಳ್ಳಾಲ ಮುಖಂಡರು, ಸ್ಥಳೀಯ ಜನಪ್ರತಿನಿಧಿಗಳು ಹಾಗೂ ಭಕ್ತರು ಉಪಸ್ಥಿತರಿದ್ದರು. ದೇವಳದ ಅಭಿವೃದ್ಧಿ ಕಾರ್ಯಗಳ ಕುರಿತು ಮಾಹಿತಿ ನೀಡಲಾಯಿತು.: [1332, 1627, 1507, 1705]
epaper-link[interactable]: E-paper epaper.hosadigantha.com: [384, 174, 623, 190]
story5-headline: ರಕ್ತೇಶ್ವರೀ ಅಶ್ವತ್ಥಕಟ್ಟೆಗೆ ರೂ.7 ಲಕ್ಷ ಅನುದಾನದಲ್ಲಿ ಇಂಟರ್‌ಲಾಕ್ ಅಳವಡಿಕೆ: [718, 1340, 1113, 1406]
story5-column: ಪುತ್ತೂರು: ಇಲ್ಲಿನ ನಗರಸಭಾ ವ್ಯಾಪ್ತಿಯ ರಕ್ತೇಶ್ವರೀ ಅಶ್ವತ್ಥಕಟ್ಟೆಯ ಬಳಿ ಕಾಂಕ್ರೀಟ್ ಮತ್ತು ಇಂಟರ್‌ಲಾಕ್ ಅಳವಡಿಕೆಗೆ ಸುಮಾರು ರೂ.7 ಲಕ್ಷ ಅನುದಾನ ಮಂಜೂರು ಮಾಡಲಾಗಿದೆ. ಕಾಮಗಾರಿಯ ಉದ್ಘಾಟನೆಯನ್ನು ಶಾಸಕರು ನೆರವೇರಿಸಿದರು. ರಕ್ತೇಶ್ವರಿ ಅಭಿವೃದ್ಧಿಗೆ ಅನುದಾನ: ಅಶ್ವತ್ಥಕಟ್ಟೆಯ ಸುತ್ತಲಿನ ಪ್ರದೇಶದ ಅಭಿವೃದ್ಧಿಗೆ ಮತ್ತಷ್ಟು ಅನುದಾನ ನೀಡಲಾಗುವುದು ಎಂದರು.: [713, 1594, 911, 1721]
lead-column: ಕರ್ತವ್ಯ ನಿರ್ವಹಿಸುವಂತೆ ಜಿಲ್ಲಾಧಿಕಾರಿ ಅವರು ನಿರ್ದೇಶನ ನೀಡಿದರು. ಪದವಿ ಪೂರ್ವ ಶಿಕ್ಷಣ ಇಲಾಖೆಯ ಉಪ ನಿರ್ದೇಶಕ ಕೆ.ಮಂಜುನಾಥ ಅವರು ಮಾತನಾಡಿ ಜಿಲ್ಲೆಯಲ್ಲಿ 1767 ಮಂದಿ ಕೊಡಗಿನ ವಿವಿಧ ಕೇಂದ್ರಗಳಲ್ಲಿ ಪರೀಕ್ಷೆ ಬರೆಯಲಿದ್ದಾರೆ. ನಗರದ ಸರ್ಕಾರಿ ಪದವಿ ಪೂರ್ವ ಕಾಲೇಜು, ಸಂತ ಮೈಕಲರ ಪಿಯು ಕಾಲೇಜು, ಸಂತ ಜೋಸೆಫರ ಪಿಯು ಕಾಲೇಜು ಹಾಗೂ ಜನರಲ್ ತಿಮ್ಮಯ್ಯ ಪಬ್ಲಿಕ್ ಶಾಲೆಯಲ್ಲಿ ಸಿಇಟಿ ಪರೀಕ್ಷೆ ನಡೆಯಲಿದೆ ಎಂದರು. 1767 ಮಂದಿ ನೋಂದಣಿ: ಜಿಲ್ಲೆಯಲ್ಲಿ 1767: [796, 547, 1018, 690]
story2-headline: ಜನರಲ್ಲಿನ ಧರ್ಮಜಾಗೃತಿ ಶ್ಲಾಘನೀಯ: ಕುಂಪಲ: [356, 767, 842, 805]
brand-small: ಹೊಸದಿಗಂತ: [184, 52, 266, 75]
sidebar-photo-tree: [46, 1955, 163, 2111]
issue-date: ಶುಕ್ರವಾರ 11, ಏಪ್ರಿಲ್ 2025: [1244, 168, 1516, 196]
story6-headline: ಬಿ.ಸಿ.ರೋಡಿನ ಶ್ರೀರಕ್ತೇಶ್ವರೀ ದೇವಿ ಸನ್ನಿಧಿಗೆ ಕ್ಯಾಪ್ಟನ್ ಭೇಟಿ: [1151, 1339, 1506, 1407]
sidebar: [46, 207, 276, 2365]
sidebar-item-title: ಏ.12: ಕೋಡಿ ಕನ್ಯಾಣದಲ್ಲಿ ರಾಮ ಪರ್ವ ತೃತೀಯ ವರ್ಷಾಚರಣೆ: [46, 980, 273, 1030]
